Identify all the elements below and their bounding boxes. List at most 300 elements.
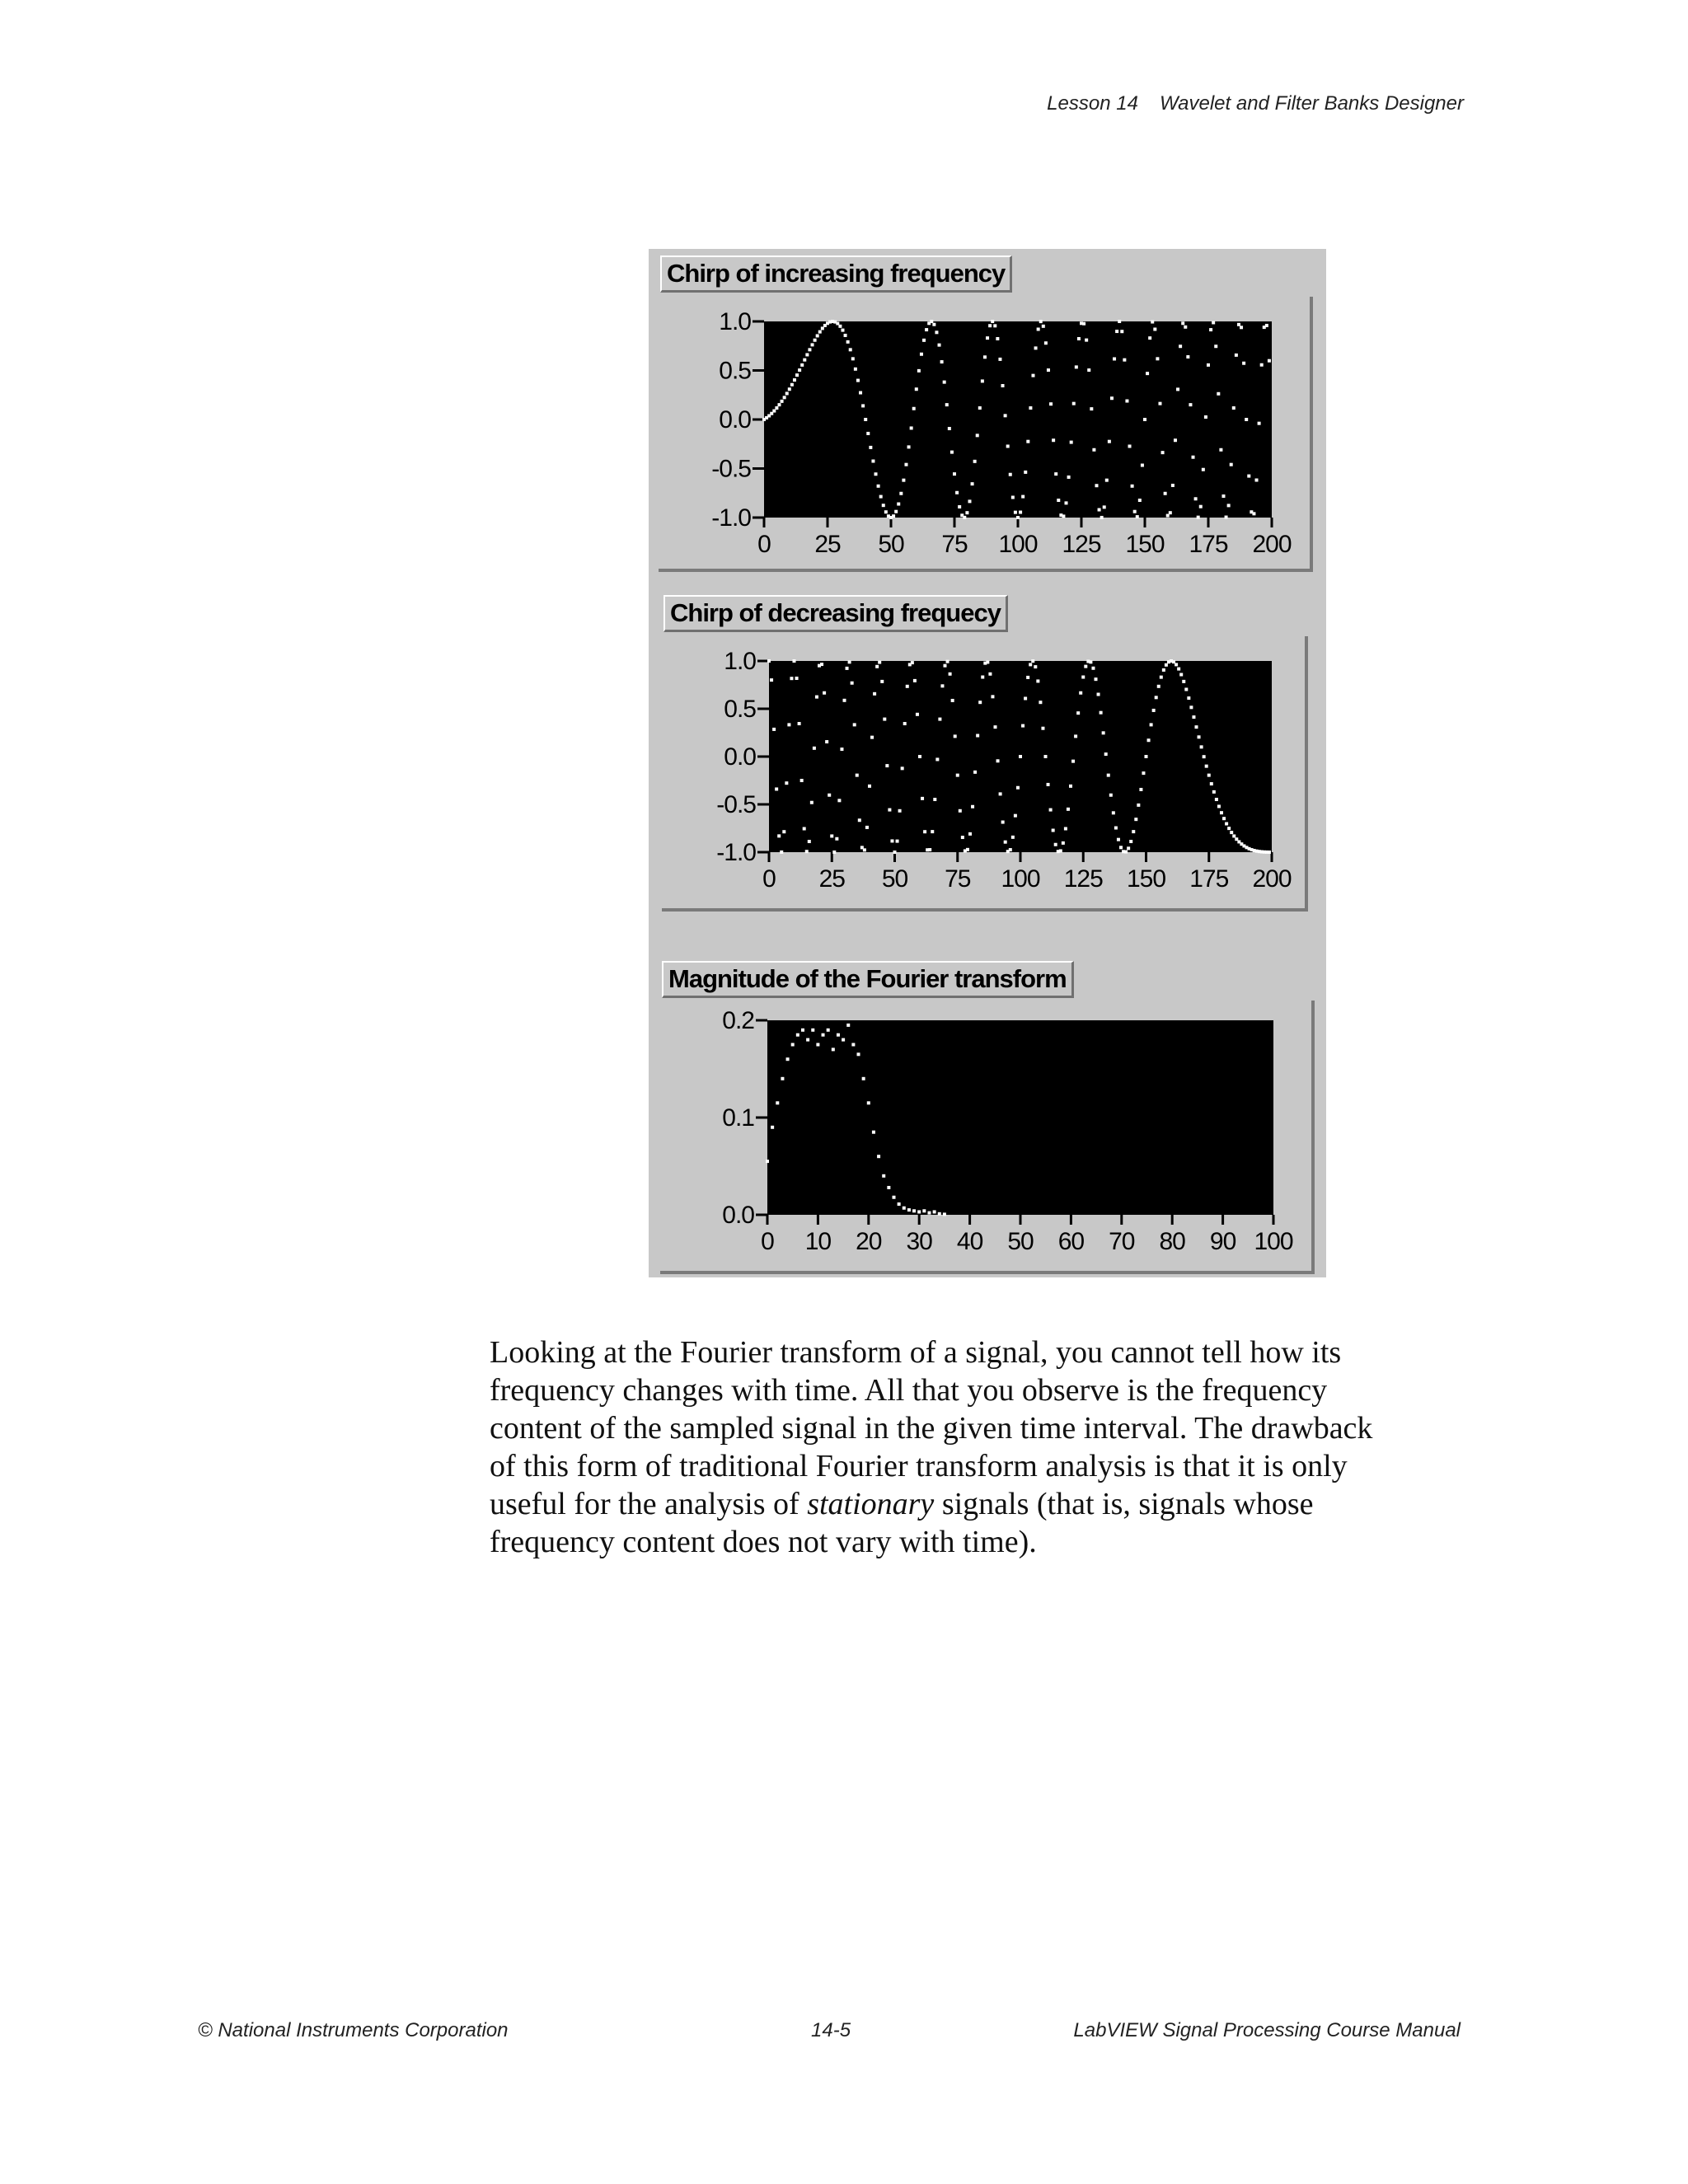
data-point (981, 676, 984, 679)
x-tick-label: 200 (1252, 865, 1292, 893)
x-tick-label: 90 (1209, 1228, 1236, 1255)
data-point (783, 396, 786, 399)
y-tick-label: -0.5 (711, 455, 751, 483)
data-point (879, 495, 883, 499)
data-point (1029, 406, 1032, 410)
data-point (846, 667, 849, 670)
data-point (944, 664, 947, 668)
data-point (772, 728, 776, 731)
y-tick-label: 0.0 (722, 1202, 754, 1229)
data-point (1134, 818, 1137, 821)
data-point (795, 677, 799, 680)
data-point (1165, 663, 1168, 667)
x-tick-label: 100 (1001, 865, 1040, 893)
data-point (949, 673, 952, 676)
data-point (907, 445, 911, 448)
x-tick-label: 0 (762, 865, 776, 893)
data-point (832, 851, 836, 854)
chart-fourier-magnitude (649, 951, 1326, 1277)
footer-manual-title: LabVIEW Signal Processing Course Manual (1073, 2019, 1461, 2041)
data-point (1227, 827, 1231, 830)
data-point (893, 851, 897, 854)
data-point (898, 809, 902, 813)
data-point (1031, 374, 1034, 377)
data-point (912, 407, 916, 410)
chart-decreasing-frequency (649, 587, 1326, 933)
data-point (915, 387, 918, 391)
header-title: Wavelet and Filter Banks Designer (1159, 92, 1464, 115)
data-point (920, 353, 923, 356)
data-point (1141, 464, 1144, 467)
data-point (1268, 359, 1271, 363)
body-line: of this form of traditional Fourier transform analysis is that it is only (490, 1449, 1348, 1483)
data-point (818, 330, 822, 334)
data-point (1098, 509, 1101, 512)
data-point (1127, 846, 1130, 850)
data-point (865, 826, 869, 829)
data-point (1220, 811, 1223, 814)
data-point (1162, 668, 1165, 672)
data-point (899, 492, 903, 495)
data-point (1095, 677, 1098, 681)
data-point (1230, 463, 1233, 466)
data-point (1067, 808, 1070, 811)
data-point (897, 503, 900, 506)
data-point (913, 679, 917, 682)
data-point (1049, 808, 1053, 812)
data-point (1097, 693, 1100, 696)
y-tick-label: 1.0 (719, 308, 751, 335)
data-point (1217, 804, 1221, 808)
running-header (0, 92, 1464, 115)
x-tick-label: 150 (1125, 531, 1165, 558)
data-point (1232, 406, 1236, 410)
y-tick-label: 0.5 (724, 696, 756, 723)
data-point (1230, 831, 1233, 834)
data-point (798, 368, 801, 372)
data-point (1109, 794, 1113, 797)
data-point (928, 848, 931, 851)
body-text-run: signals (that is, signals whose (934, 1487, 1314, 1521)
data-point (1235, 354, 1238, 357)
data-point (958, 505, 961, 509)
data-point (1145, 755, 1148, 758)
data-point (1014, 511, 1017, 514)
data-point (785, 391, 789, 395)
data-point (808, 348, 811, 351)
data-point (933, 798, 936, 801)
data-point (1195, 725, 1198, 729)
data-point (871, 459, 874, 462)
data-point (880, 680, 884, 683)
data-point (1205, 765, 1208, 768)
data-point (946, 660, 950, 663)
data-point (775, 406, 778, 410)
data-point (922, 1209, 926, 1212)
data-point (1037, 327, 1040, 330)
x-tick-label: 20 (856, 1228, 882, 1255)
body-line: content of the sampled signal in the given time interval. The drawback (490, 1411, 1373, 1446)
data-point (1062, 841, 1065, 845)
data-point (1152, 709, 1156, 712)
data-point (1194, 497, 1198, 500)
data-point (1113, 357, 1116, 360)
data-point (1026, 440, 1029, 443)
data-point (1192, 715, 1195, 719)
data-point (1024, 471, 1027, 474)
data-point (872, 1131, 875, 1134)
data-point (955, 491, 959, 494)
data-point (902, 479, 905, 482)
data-point (927, 1212, 931, 1215)
data-point (842, 1038, 845, 1042)
data-point (851, 1043, 855, 1047)
data-point (938, 344, 941, 347)
data-point (1181, 321, 1184, 325)
data-point (1156, 357, 1159, 360)
data-point (1100, 711, 1103, 715)
data-point (1001, 821, 1005, 824)
data-point (863, 848, 866, 851)
data-point (978, 406, 982, 410)
data-point (1087, 368, 1090, 372)
data-point (1146, 372, 1149, 375)
data-point (1153, 327, 1156, 330)
x-tick-label: 10 (804, 1228, 832, 1255)
data-point (1062, 514, 1065, 518)
data-point (1212, 321, 1215, 324)
data-point (1221, 494, 1225, 498)
data-point (943, 381, 946, 384)
plot-area (767, 1020, 1273, 1215)
data-point (1076, 711, 1080, 715)
data-point (1029, 663, 1032, 666)
data-point (1052, 828, 1055, 832)
data-point (780, 851, 783, 854)
data-point (1001, 384, 1005, 387)
data-point (1014, 814, 1017, 818)
data-point (1150, 723, 1153, 726)
body-line: Looking at the Fourier transform of a signal, you cannot tell how its (490, 1335, 1342, 1370)
data-point (938, 1212, 941, 1216)
body-line: frequency changes with time. All that you observe is the frequency (490, 1373, 1328, 1408)
data-point (1034, 346, 1038, 349)
data-point (1044, 755, 1048, 758)
data-point (856, 774, 859, 777)
data-point (988, 324, 992, 327)
y-tick-label: 0.1 (722, 1104, 754, 1132)
data-point (868, 785, 871, 788)
data-point (1119, 846, 1123, 849)
data-point (788, 387, 791, 391)
data-point (1203, 755, 1206, 758)
data-point (935, 330, 938, 334)
data-point (1215, 798, 1218, 801)
data-point (825, 740, 828, 743)
x-tick-label: 50 (1007, 1228, 1034, 1255)
data-point (884, 510, 888, 513)
data-point (1202, 468, 1205, 471)
data-point (1179, 673, 1183, 677)
x-tick-label: 25 (818, 865, 845, 893)
data-point (1129, 840, 1132, 843)
data-point (1142, 771, 1145, 775)
data-point (790, 383, 794, 387)
chart-title-increasing: Chirp of increasing frequency (660, 255, 1012, 293)
data-point (930, 320, 933, 323)
data-point (1024, 696, 1027, 700)
data-point (996, 337, 999, 340)
x-tick-label: 100 (1254, 1228, 1293, 1255)
x-tick-label: 75 (945, 865, 971, 893)
data-point (1174, 438, 1177, 442)
data-point (805, 850, 809, 853)
data-point (1090, 407, 1093, 410)
y-tick-label: -1.0 (711, 504, 751, 532)
data-point (1155, 696, 1158, 699)
data-point (1054, 472, 1057, 476)
data-point (1139, 788, 1142, 791)
data-point (971, 805, 974, 808)
y-tick-label: 1.0 (724, 648, 756, 675)
data-point (771, 1126, 774, 1129)
data-point (959, 809, 962, 813)
data-point (878, 661, 881, 664)
data-point (837, 799, 841, 802)
x-tick-label: 150 (1126, 865, 1166, 893)
data-point (1219, 448, 1222, 452)
data-point (1227, 504, 1231, 507)
data-point (877, 1155, 880, 1158)
data-point (1092, 448, 1095, 452)
data-point (1252, 512, 1255, 515)
data-point (1147, 738, 1151, 742)
data-point (1225, 823, 1228, 826)
data-point (1199, 505, 1203, 509)
data-point (1016, 786, 1020, 790)
data-point (803, 827, 806, 830)
data-point (1189, 403, 1192, 406)
data-point (901, 766, 904, 770)
x-tick-label: 175 (1189, 865, 1229, 893)
data-point (1265, 324, 1268, 327)
data-point (1124, 851, 1128, 854)
data-point (1054, 843, 1057, 846)
data-point (1011, 495, 1015, 499)
data-point (1164, 492, 1167, 495)
data-point (1075, 365, 1078, 368)
y-tick-label: 0.5 (719, 357, 751, 385)
data-point (796, 1033, 799, 1037)
body-text-run: useful for the analysis of (490, 1487, 808, 1521)
data-point (838, 325, 842, 328)
data-point (805, 353, 809, 356)
data-point (1192, 456, 1195, 459)
data-point (976, 434, 979, 437)
data-point (986, 336, 989, 340)
data-point (800, 363, 804, 367)
data-point (772, 410, 776, 413)
data-point (1011, 836, 1015, 839)
page-footer (0, 2019, 1688, 2047)
data-point (907, 1208, 911, 1212)
data-point (877, 485, 880, 488)
data-point (767, 659, 771, 663)
data-point (1044, 341, 1048, 344)
data-point (1077, 337, 1081, 340)
x-tick-label: 40 (956, 1228, 983, 1255)
data-point (1069, 785, 1072, 788)
data-point (883, 718, 886, 721)
data-point (1039, 320, 1043, 323)
data-point (912, 1209, 916, 1212)
data-point (1059, 849, 1062, 852)
data-point (837, 1033, 840, 1037)
x-tick-label: 30 (906, 1228, 932, 1255)
data-point (954, 734, 957, 738)
data-point (1082, 322, 1085, 326)
data-point (1184, 687, 1188, 691)
data-point (885, 764, 889, 767)
data-point (1034, 665, 1037, 668)
data-point (781, 400, 784, 403)
data-point (933, 1210, 936, 1213)
data-point (1200, 745, 1203, 748)
data-point (873, 692, 876, 696)
data-point (1237, 323, 1240, 326)
data-point (1107, 774, 1110, 777)
data-point (813, 747, 816, 750)
data-point (1103, 505, 1106, 509)
data-point (966, 848, 969, 851)
data-point (1079, 691, 1082, 695)
data-point (777, 834, 781, 837)
data-point (811, 343, 814, 346)
data-point (940, 360, 944, 363)
data-point (822, 1033, 825, 1037)
data-point (903, 722, 907, 725)
x-tick-label: 125 (1062, 531, 1101, 558)
data-point (864, 418, 867, 421)
data-point (893, 1196, 896, 1199)
data-point (888, 808, 891, 812)
data-point (849, 348, 852, 351)
data-point (823, 691, 826, 695)
data-point (800, 779, 804, 782)
data-point (781, 1077, 784, 1080)
data-point (1006, 444, 1010, 448)
data-point (996, 759, 1000, 762)
data-point (835, 837, 838, 841)
data-point (1065, 501, 1068, 504)
data-point (994, 725, 997, 729)
data-point (843, 699, 846, 702)
data-point (935, 757, 939, 761)
data-point (1009, 473, 1012, 476)
data-point (1115, 330, 1118, 333)
data-point (770, 678, 773, 682)
data-point (1176, 387, 1179, 391)
data-point (917, 1210, 921, 1213)
data-point (1123, 359, 1126, 362)
data-point (856, 379, 860, 382)
data-point (840, 748, 843, 751)
data-point (986, 660, 989, 663)
data-point (916, 713, 919, 716)
data-point (1049, 402, 1053, 405)
data-point (1067, 476, 1071, 479)
data-point (1175, 663, 1178, 666)
data-point (1072, 402, 1076, 405)
data-point (766, 1160, 769, 1163)
data-point (1207, 363, 1210, 367)
data-point (1198, 735, 1201, 738)
data-point (903, 1207, 906, 1210)
data-point (1081, 676, 1085, 679)
data-point (1217, 392, 1220, 396)
data-point (983, 355, 987, 359)
data-point (922, 339, 926, 342)
data-point (785, 781, 788, 785)
data-point (1110, 396, 1114, 400)
body-paragraph (490, 1333, 1479, 1561)
data-point (882, 504, 885, 507)
data-point (846, 1024, 850, 1027)
data-point (861, 404, 865, 407)
data-point (981, 379, 984, 382)
plot-area (764, 321, 1272, 518)
data-point (1131, 485, 1134, 488)
y-tick-label: 0.2 (722, 1007, 754, 1034)
data-point (1148, 336, 1151, 340)
data-point (904, 463, 907, 466)
data-point (874, 472, 878, 476)
data-point (821, 326, 824, 330)
data-point (999, 792, 1002, 795)
data-point (1004, 414, 1007, 417)
data-point (801, 1029, 804, 1032)
data-point (1132, 830, 1135, 833)
data-point (1225, 516, 1228, 519)
data-point (1070, 441, 1073, 444)
data-point (917, 369, 921, 373)
data-point (1179, 344, 1182, 348)
data-point (1232, 834, 1236, 837)
data-point (1158, 402, 1161, 405)
data-point (948, 427, 951, 430)
data-point (1084, 665, 1087, 668)
data-point (848, 660, 851, 663)
data-point (810, 801, 814, 804)
data-point (1128, 444, 1132, 448)
data-point (991, 695, 994, 698)
data-point (1120, 330, 1123, 333)
data-point (828, 794, 831, 797)
data-point (1197, 516, 1200, 519)
data-point (951, 699, 954, 702)
data-point (808, 840, 811, 843)
x-tick-label: 100 (998, 531, 1038, 558)
data-point (1255, 479, 1259, 482)
data-point (973, 771, 977, 774)
figure-labview-graphs (649, 249, 1326, 1277)
data-point (815, 696, 818, 699)
data-point (1187, 696, 1190, 700)
data-point (1064, 827, 1067, 830)
x-tick-label: 175 (1189, 531, 1228, 558)
data-point (1019, 511, 1022, 514)
data-point (887, 1186, 890, 1189)
